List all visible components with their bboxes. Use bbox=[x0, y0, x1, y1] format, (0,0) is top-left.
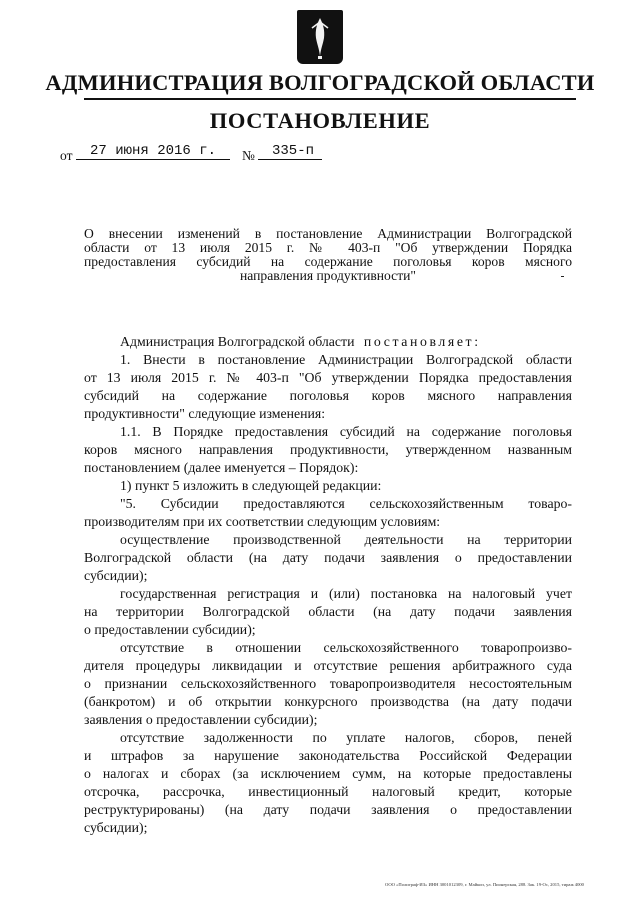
subject-line: направления продуктивности" bbox=[240, 268, 416, 283]
body-line: осуществление производственной деятельности на территории bbox=[120, 532, 572, 547]
preamble bbox=[84, 333, 572, 351]
body-line: производителям при их соответствии следующим условиям: bbox=[84, 514, 441, 529]
printer-imprint: ООО «Полиграф-ИЗ» ИНН 3001012309, г. Майкоп, ул. Пионерская, 288. Зак. 19-Ос, 2015, тираж 4000 bbox=[385, 882, 584, 887]
coat-of-arms-icon bbox=[297, 10, 343, 64]
body-line: о признании сельскохозяйственного товаропроизводителя несостоятельным bbox=[84, 676, 572, 691]
body-line: от 13 июля 2015 г. № 403-п "Об утверждении Порядка предоставления bbox=[84, 370, 572, 385]
body-line: дителя процедуры ликвидации и отсутствие решения арбитражного суда bbox=[84, 658, 572, 673]
subject-line: предоставления субсидий на содержание поголовья коров мясного bbox=[84, 254, 572, 269]
preamble-decree: постановляет: bbox=[363, 334, 481, 349]
body-line: субсидии); bbox=[84, 568, 148, 583]
organization-title: АДМИНИСТРАЦИЯ ВОЛГОГРАДСКОЙ ОБЛАСТИ bbox=[45, 70, 595, 95]
preamble-text: Администрация Волгоградской области bbox=[120, 334, 355, 349]
body-line: 1. Внести в постановление Администрации Волгоградской области bbox=[120, 352, 572, 367]
body-line: государственная регистрация и (или) постановка на налоговый учет bbox=[120, 586, 572, 601]
body-line: и штрафов за нарушение законодательства Российской Федерации bbox=[84, 748, 572, 763]
date-prefix: от bbox=[60, 148, 73, 163]
body-line: о налогах и сборах (за исключением сумм, на которые предоставлены bbox=[84, 766, 572, 781]
body-line: реструктурированы) (на дату подачи заявления о предоставлении bbox=[84, 802, 572, 817]
body-line: (банкротом) и об открытии конкурсного производства (на дату подачи bbox=[84, 694, 572, 709]
scan-mark bbox=[561, 276, 564, 277]
body-line: на территории Волгоградской области (на дату подачи заявления bbox=[84, 604, 572, 619]
body-line: о предоставлении субсидии); bbox=[84, 622, 256, 637]
title-divider bbox=[84, 98, 576, 100]
document-subject bbox=[84, 227, 572, 283]
body-line: "5. Субсидии предоставляются сельскохозяйственным товаро- bbox=[120, 496, 572, 511]
body-line: субсидии); bbox=[84, 820, 148, 835]
number-prefix: № bbox=[242, 148, 255, 163]
document-type-heading: ПОСТАНОВЛЕНИЕ bbox=[209, 108, 431, 133]
body-line: Волгоградской области (на дату подачи заявления о предоставлении bbox=[84, 550, 572, 565]
subject-line: О внесении изменений в постановление Администрации Волгоградской bbox=[84, 226, 572, 241]
body-line: отсутствие задолженности по уплате налогов, сборов, пеней bbox=[120, 730, 572, 745]
body-line: заявления о предоставлении субсидии); bbox=[84, 712, 318, 727]
body-line: отсутствие в отношении сельскохозяйственного товаропроизво- bbox=[120, 640, 572, 655]
body-line: 1.1. В Порядке предоставления субсидий на содержание поголовья bbox=[120, 424, 572, 439]
body-line: постановлением (далее именуется – Порядок): bbox=[84, 460, 359, 475]
body-line: 1) пункт 5 изложить в следующей редакции: bbox=[120, 478, 382, 493]
body-line: коров мясного направления продуктивности, утвержденном названным bbox=[84, 442, 572, 457]
body-line: отсрочка, рассрочка, инвестиционный налоговый кредит, которые bbox=[84, 784, 572, 799]
document-body bbox=[84, 333, 572, 837]
date-value: 27 июня 2016 г. bbox=[76, 143, 230, 160]
body-line: субсидий на содержание поголовья коров мясного направления bbox=[84, 388, 572, 403]
number-value: 335-п bbox=[258, 143, 322, 160]
subject-line: области от 13 июля 2015 г. № 403-п "Об утверждении Порядка bbox=[84, 240, 572, 255]
body-line: продуктивности" следующие изменения: bbox=[84, 406, 326, 421]
